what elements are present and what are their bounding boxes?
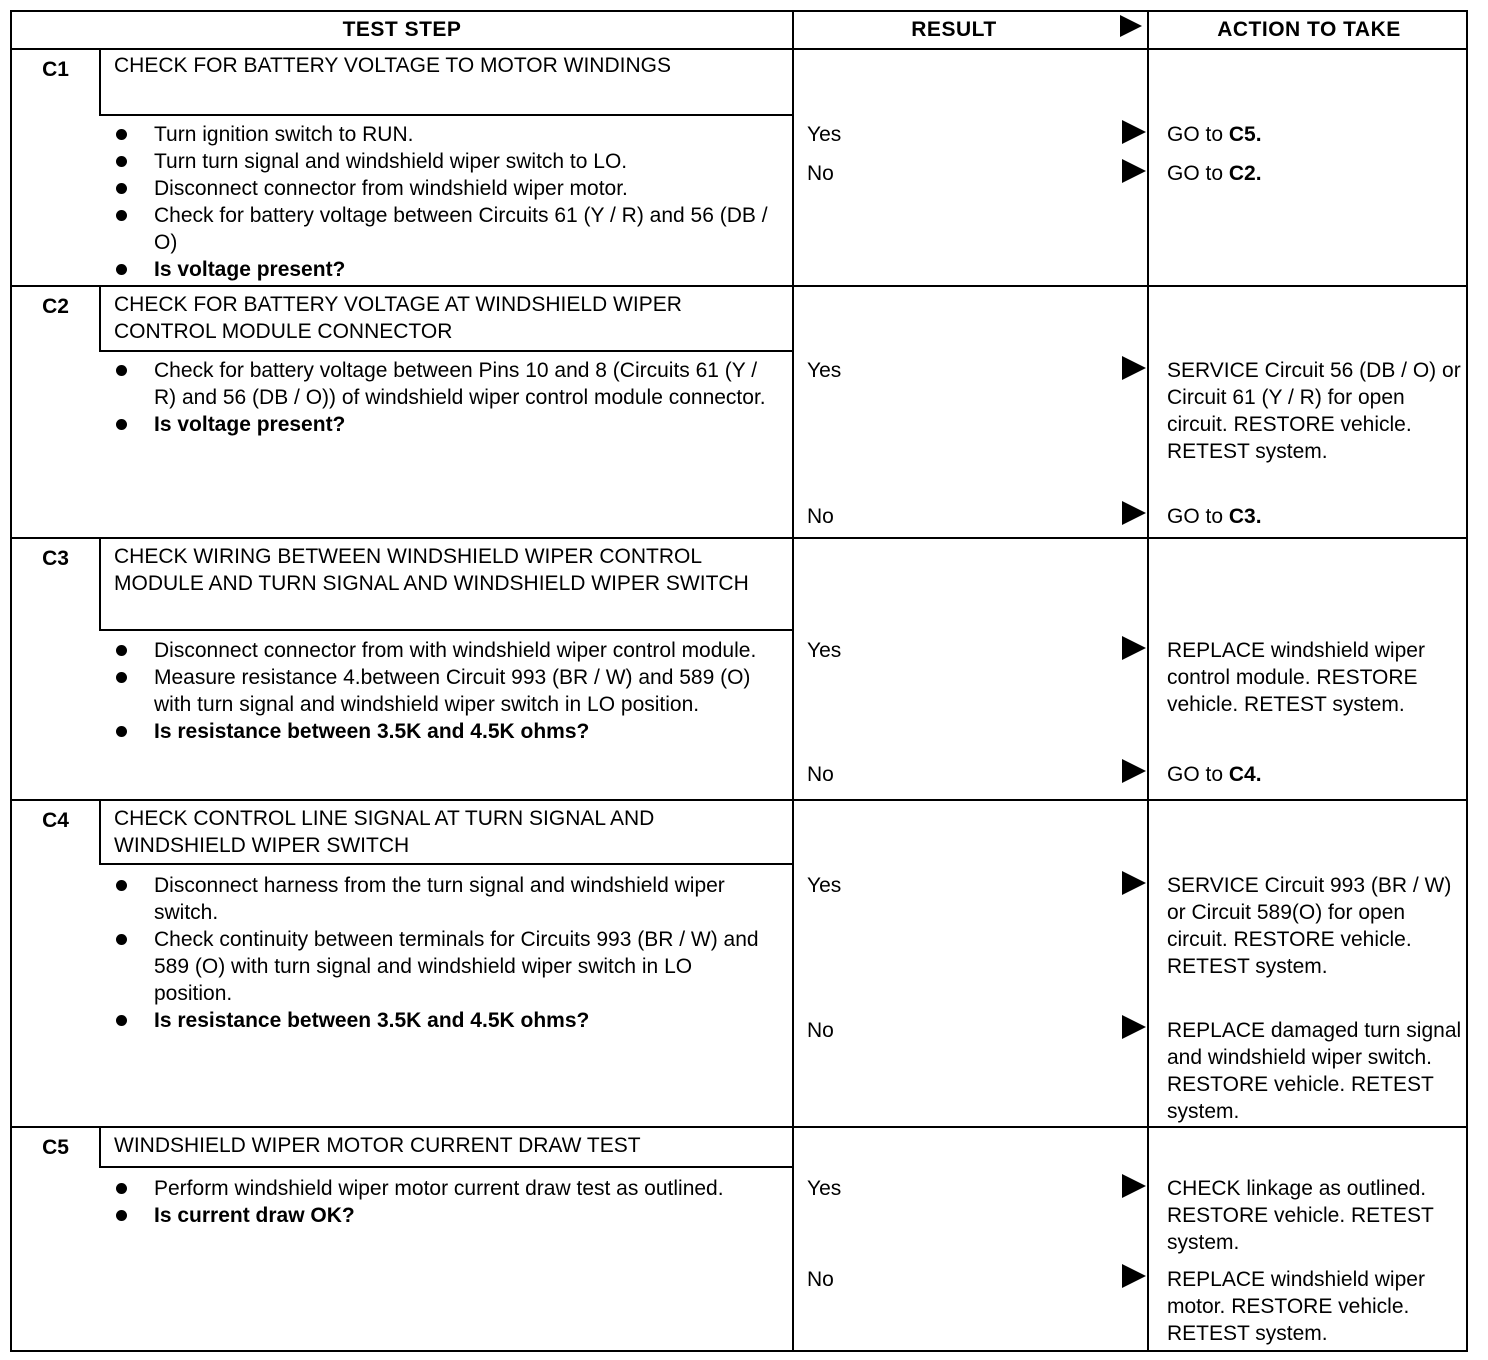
list-item: Turn ignition switch to RUN. [112, 121, 772, 148]
result-no: No [807, 505, 834, 528]
arrow-icon [1122, 1015, 1146, 1039]
step-row-c4 [12, 801, 1466, 1126]
action-text: REPLACE damaged turn signal and windshield wiper switch. RESTORE vehicle. RETEST system. [1167, 1019, 1462, 1123]
result-no: No [807, 1268, 834, 1291]
step-id: C1 [42, 58, 69, 81]
step-ref: C4. [1228, 763, 1262, 786]
result-no: No [807, 1019, 834, 1042]
step-id: C5 [42, 1136, 69, 1159]
action-text: GO to C5. [1167, 123, 1262, 146]
result-yes: Yes [807, 123, 842, 146]
table-header [12, 12, 1466, 50]
arrow-icon [1122, 636, 1146, 660]
action-text: GO to C2. [1167, 162, 1262, 185]
list-item: Turn turn signal and windshield wiper switch to LO. [112, 148, 772, 175]
list-item: Check continuity between terminals for Circuits 993 (BR / W) and 589 (O) with turn signal and windshield wiper switch in LO position. [112, 926, 772, 1007]
arrow-icon [1122, 356, 1146, 380]
step-row-c1 [12, 48, 1466, 285]
arrow-icon [1122, 120, 1146, 144]
header-arrow-icon [1120, 15, 1142, 37]
action-text: REPLACE windshield wiper motor. RESTORE vehicle. RETEST system. [1167, 1268, 1425, 1345]
action-text: REPLACE windshield wiper control module. RESTORE vehicle. RETEST system. [1167, 639, 1425, 716]
arrow-icon [1122, 871, 1146, 895]
action-text: GO to C3. [1167, 505, 1262, 528]
step-id: C4 [42, 809, 69, 832]
result-yes: Yes [807, 874, 842, 897]
result-yes: Yes [807, 359, 842, 382]
action-text: CHECK linkage as outlined. RESTORE vehicle. RETEST system. [1167, 1177, 1434, 1254]
step-title: CHECK CONTROL LINE SIGNAL AT TURN SIGNAL AND WINDSHIELD WIPER SWITCH [99, 801, 792, 865]
list-item: Disconnect harness from the turn signal and windshield wiper switch. [112, 872, 772, 926]
step-instructions [112, 357, 772, 438]
header-result: RESULT [911, 18, 997, 41]
list-item: Measure resistance 4.between Circuit 993 (BR / W) and 589 (O) with turn signal and windshield wiper switch in LO position. [112, 664, 772, 718]
result-yes: Yes [807, 639, 842, 662]
step-title: CHECK FOR BATTERY VOLTAGE TO MOTOR WINDINGS [99, 48, 792, 116]
arrow-icon [1122, 1174, 1146, 1198]
header-test-step: TEST STEP [342, 18, 462, 41]
list-item: Check for battery voltage between Pins 10 and 8 (Circuits 61 (Y / R) and 56 (DB / O)) of windshield wiper control module connector. [112, 357, 772, 411]
step-ref: C2. [1228, 162, 1262, 185]
action-text: SERVICE Circuit 993 (BR / W) or Circuit 589(O) for open circuit. RESTORE vehicle. RETEST system. [1167, 874, 1452, 978]
result-no: No [807, 763, 834, 786]
step-instructions [112, 121, 772, 283]
step-instructions [112, 637, 772, 745]
step-question: Is current draw OK? [112, 1202, 772, 1229]
arrow-icon [1122, 159, 1146, 183]
step-row-c3 [12, 539, 1466, 799]
step-question: Is resistance between 3.5K and 4.5K ohms? [112, 1007, 772, 1034]
step-title: WINDSHIELD WIPER MOTOR CURRENT DRAW TEST [99, 1128, 792, 1168]
step-instructions [112, 1175, 772, 1229]
step-id: C3 [42, 547, 69, 570]
arrow-icon [1122, 501, 1146, 525]
header-action: ACTION TO TAKE [1217, 18, 1401, 41]
arrow-icon [1122, 759, 1146, 783]
step-row-c2 [12, 287, 1466, 537]
step-title: CHECK WIRING BETWEEN WINDSHIELD WIPER CONTROL MODULE AND TURN SIGNAL AND WINDSHIELD WIPER SWITCH [99, 539, 792, 631]
action-text: SERVICE Circuit 56 (DB / O) or Circuit 61 (Y / R) for open circuit. RESTORE vehicle. RETEST system. [1167, 359, 1461, 463]
step-question: Is voltage present? [112, 411, 772, 438]
step-title: CHECK FOR BATTERY VOLTAGE AT WINDSHIELD WIPER CONTROL MODULE CONNECTOR [99, 287, 792, 352]
step-instructions [112, 872, 772, 1034]
list-item: Disconnect connector from windshield wiper motor. [112, 175, 772, 202]
action-text: GO to C4. [1167, 763, 1262, 786]
step-id: C2 [42, 295, 69, 318]
diagnostic-table [10, 10, 1468, 1352]
step-question: Is voltage present? [112, 256, 772, 283]
result-no: No [807, 162, 834, 185]
list-item: Check for battery voltage between Circuits 61 (Y / R) and 56 (DB / O) [112, 202, 772, 256]
list-item: Disconnect connector from with windshield wiper control module. [112, 637, 772, 664]
arrow-icon [1122, 1264, 1146, 1288]
step-ref: C3. [1228, 505, 1262, 528]
step-ref: C5. [1228, 123, 1262, 146]
list-item: Perform windshield wiper motor current draw test as outlined. [112, 1175, 772, 1202]
step-row-c5 [12, 1128, 1466, 1352]
result-yes: Yes [807, 1177, 842, 1200]
step-question: Is resistance between 3.5K and 4.5K ohms? [112, 718, 772, 745]
